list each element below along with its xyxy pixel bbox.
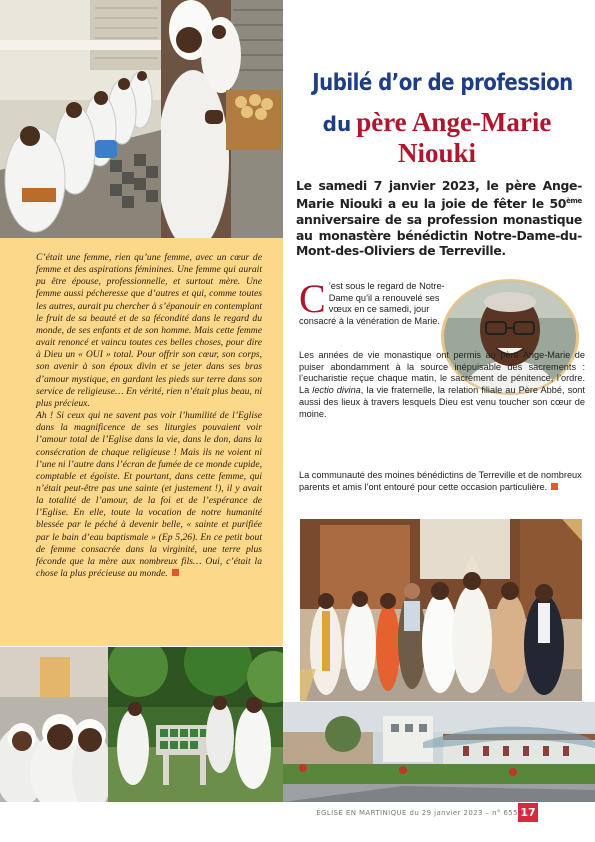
article-title-line-2: père Ange-Marie (356, 107, 552, 137)
lead-text-1: Le samedi 7 janvier 2023, le père Ange-Marie Niouki a eu la joie de fêter le 50 (296, 178, 582, 211)
photo-nuns-garden (108, 647, 283, 802)
article-paragraph-1 (299, 276, 447, 328)
essay-paragraph-1: C’était une femme, rien qu’une femme, avec un cœur de femme et des aspirations féminines. Une femme qui aurait pu être épouse, professionnelle, et surtout mère. Une femme aussi pécheresse que d’autres et qui, comme toutes les autres, aurait pu chercher à s’épanouir en contemplant le fruit de sa beauté et de sa fécondité dans le regard du monde, de ses enfants et de son homme. Mais cette femme avait renoncé et vaincu toutes ces belles choses, pour dire à Dieu un « OUI » total. Pour offrir son cœur, son corps, son avenir à son époux divin et se jeter dans ses bras d’amour mystique, en gardant les pieds sur terre dans son service de religieuse… En vérité, rien n’était plus beau, ni plus précieux. (36, 252, 262, 409)
article-paragraph-1-text: ’est sous le regard de Notre-Dame qu’il a renouvelé ses vœux en ce samedi, jour consacré à la vénération de Marie. (299, 281, 445, 327)
article-paragraph-2-text: Les années de vie monastique ont permis au père Ange-Marie de puiser abondamment à la source inépuisable des sacrements : l’eucharistie reçue chaque matin, le sacrement de pénitence, l’ordre. La (299, 350, 585, 396)
article-paragraph-2-italic: lectio divina (312, 385, 361, 396)
photo-monastery-terreville (283, 702, 595, 802)
photo-nuns-selfie (0, 647, 108, 802)
page-number-badge: 17 (518, 803, 538, 822)
photo-nuns-veranda (0, 0, 161, 238)
end-of-article-marker (172, 569, 179, 576)
article-paragraph-3-text: La communauté des moines bénédictins de Terreville et de nombreux parents et amis l’ont entouré pour cette occasion particulière. (299, 470, 582, 492)
article-title-line-3: Niouki (397, 138, 477, 168)
article-lead (296, 178, 582, 259)
essay-paragraph-2-text: Ah ! Si ceux qui ne savent pas voir l’humilité de l’Eglise dans la magnificence de ses liturgies pouvaient voir l’amour total de l’Eglise dans la vie, dans le don, dans la consécration de chaque religieuse ! Mais ils ne voient ni l’une ni l’autre dans l’écran de fumée de ce monde cupide, comptable et égoïste. Et pourtant, dans cette femme, qui n’était peut-être pas une sainte (et justement !), il y avait la totalité de l’amour, de la foi et de l’espérance de l’Eglise. En elle, toute la vocation de notre humanité blessée par le péché à devenir belle, « sainte et purifiée par le bain d’eau baptismale » (Ep 5,26). En ce petit bout de femme consacrée dans la virginité, une terre plus féconde que la mère aux nombreux fils… Oui, c’était la chose la plus précieuse au monde. (36, 410, 262, 580)
lead-superscript: ème (566, 196, 582, 205)
article-end-marker (551, 483, 558, 490)
footer-publication-info: ÉGLISE EN MARTINIQUE du 29 janvier 2023 – n° 655 (316, 809, 518, 817)
photo-nun-with-bread-basket (161, 0, 283, 238)
article-paragraph-2-end: , la vie fraternelle, la relation filiale au Père Abbé, sont aussi des lieux à travers lesquels Dieu est venu toucher son cœur de moine. (299, 385, 585, 419)
photo-group-jubilee (300, 519, 582, 701)
article-title-du: du (322, 112, 352, 136)
article-paragraph-2 (299, 350, 585, 420)
article-title-line-1: Jubilé d’or de profession (312, 70, 573, 96)
essay-text-block (36, 252, 262, 580)
article-paragraph-3 (299, 470, 585, 493)
drop-cap: C (299, 276, 326, 321)
essay-paragraph-2 (36, 410, 262, 580)
lead-text-2: anniversaire de sa profession monastique au monastère bénédictin Notre-Dame-du-Mont-des-Oliviers de Terreville. (296, 211, 582, 259)
article-title-name (292, 108, 582, 168)
